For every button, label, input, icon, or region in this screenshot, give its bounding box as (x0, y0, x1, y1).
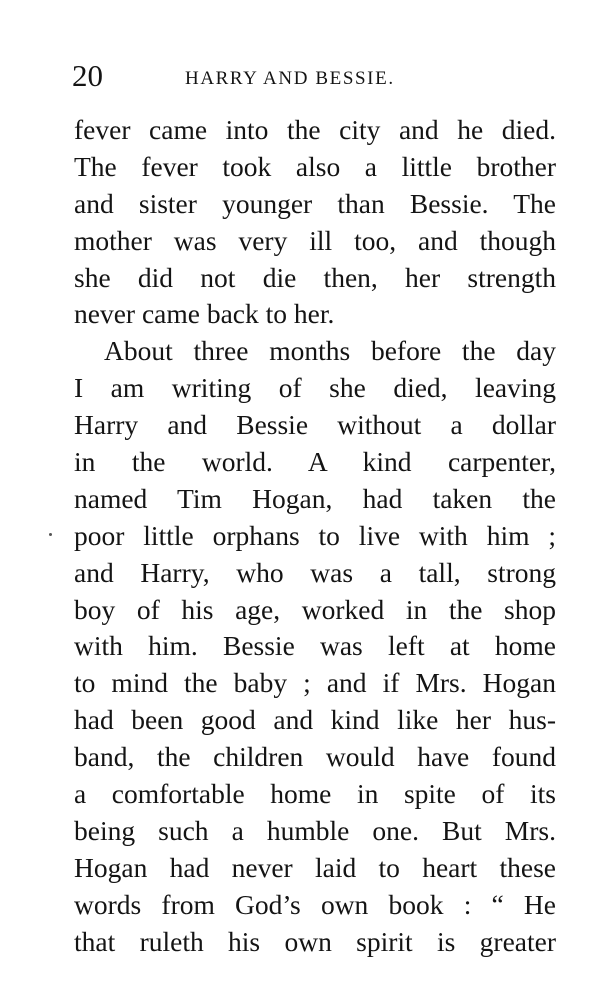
text-line: words from God’s own book : “ He (74, 888, 556, 920)
text-line: The fever took also a little brother (74, 150, 556, 182)
text-line: band, the children would have found (74, 741, 556, 773)
text-line: poor little orphans to live with him ; (74, 519, 556, 551)
paragraph-2 (74, 333, 556, 960)
text-line: that ruleth his own spirit is greater (74, 925, 556, 957)
text-line: a comfortable home in spite of its (74, 778, 556, 810)
text-line: in the world. A kind carpenter, (74, 446, 556, 478)
page-header (72, 56, 552, 96)
text-line: Harry and Bessie without a dollar (74, 409, 556, 441)
page-number: 20 (72, 58, 103, 93)
running-head: HARRY AND BESSIE. (185, 68, 395, 89)
text-line: to mind the baby ; and if Mrs. Hogan (74, 667, 556, 699)
text-line: About three months before the day (104, 335, 556, 367)
paragraph-1 (74, 112, 556, 333)
text-line: fever came into the city and he died. (74, 114, 556, 145)
text-line: and Harry, who was a tall, strong (74, 556, 556, 588)
text-line: I am writing of she died, leaving (74, 372, 556, 404)
text-line: being such a humble one. But Mrs. (74, 814, 556, 846)
text-line: and sister younger than Bessie. The (74, 187, 556, 219)
text-line: mother was very ill too, and though (74, 224, 556, 256)
text-line: boy of his age, worked in the shop (74, 593, 556, 625)
text-line: had been good and kind like her hus- (74, 704, 556, 736)
text-line: named Tim Hogan, had taken the (74, 482, 556, 514)
text-line: she did not die then, her strength (74, 261, 556, 293)
text-line: Hogan had never laid to heart these (74, 851, 556, 883)
ink-speck (49, 533, 52, 536)
text-line: never came back to her. (74, 298, 335, 330)
body-text (74, 112, 556, 960)
text-line: with him. Bessie was left at home (74, 630, 556, 662)
